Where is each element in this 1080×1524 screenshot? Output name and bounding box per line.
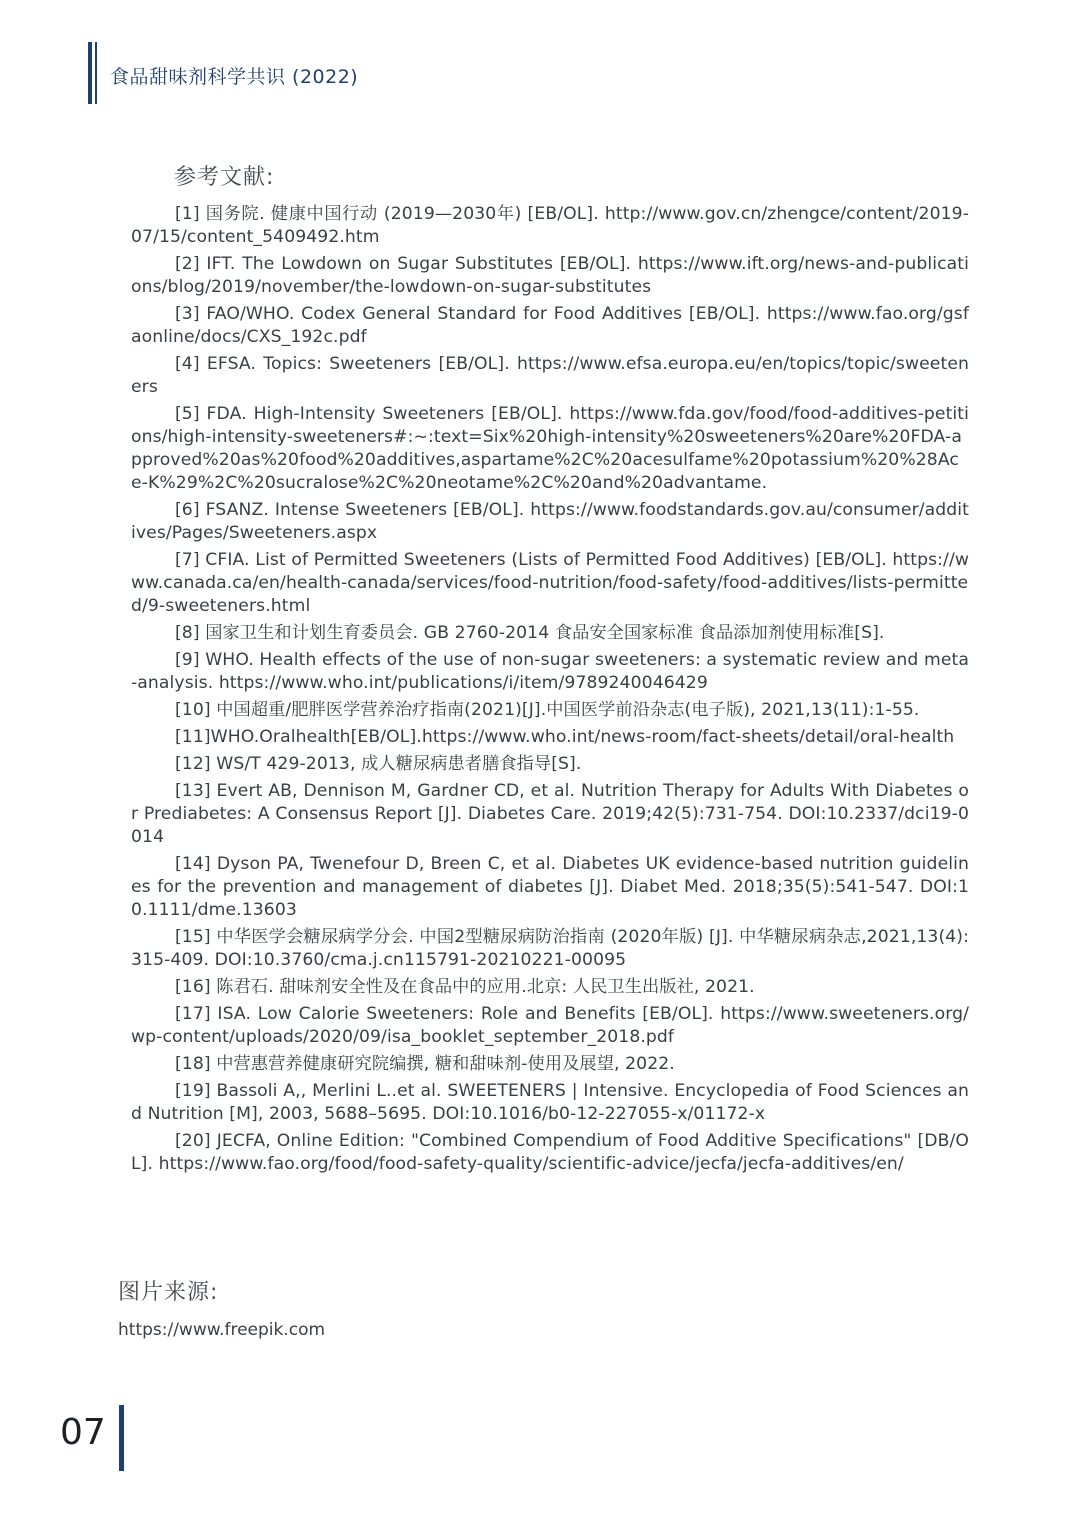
- header-accent-bars: [88, 42, 102, 104]
- reference-item: [17] ISA. Low Calorie Sweeteners: Role and Benefits [EB/OL]. https://www.sweeteners.org/wp-content/uploads/2020/09/isa_booklet_september_2018.pdf: [131, 1004, 969, 1047]
- page-number: 07: [60, 1412, 106, 1453]
- reference-item: [20] JECFA, Online Edition: "Combined Compendium of Food Additive Specifications" [DB/OL]. https://www.fao.org/food/food-safety-quality/scientific-advice/jecfa/jecfa-additives/en/: [131, 1131, 969, 1174]
- reference-item: [2] IFT. The Lowdown on Sugar Substitutes [EB/OL]. https://www.ift.org/news-and-publications/blog/2019/november/the-lowdown-on-sugar-substitutes: [131, 254, 969, 297]
- reference-item: [10] 中国超重/肥胖医学营养治疗指南(2021)[J].中国医学前沿杂志(电子版), 2021,13(11):1-55.: [175, 700, 920, 720]
- reference-item: [18] 中营惠营养健康研究院编撰, 糖和甜味剂-使用及展望, 2022.: [175, 1054, 675, 1074]
- reference-item: [4] EFSA. Topics: Sweeteners [EB/OL]. https://www.efsa.europa.eu/en/topics/topic/sweeteners: [131, 354, 969, 397]
- references-list: [131, 203, 969, 1180]
- image-source-link[interactable]: https://www.freepik.com: [118, 1320, 326, 1340]
- reference-item: [13] Evert AB, Dennison M, Gardner CD, et al. Nutrition Therapy for Adults With Diabetes or Prediabetes: A Consensus Report [J]. Diabetes Care. 2019;42(5):731-754. DOI:10.2337/dci19-0014: [131, 781, 969, 847]
- reference-item: [3] FAO/WHO. Codex General Standard for Food Additives [EB/OL]. https://www.fao.org/gsfaonline/docs/CXS_192c.pdf: [131, 304, 969, 347]
- reference-item: [7] CFIA. List of Permitted Sweeteners (Lists of Permitted Food Additives) [EB/OL]. https://www.canada.ca/en/health-canada/services/food-nutrition/food-safety/food-additives/lists-permitted/9-sweeteners.html: [131, 550, 969, 616]
- reference-item: [14] Dyson PA, Twenefour D, Breen C, et al. Diabetes UK evidence-based nutrition guidelines for the prevention and management of diabetes [J]. Diabet Med. 2018;35(5):541-547. DOI:10.1111/dme.13603: [131, 854, 969, 920]
- page-number-bar: [119, 1405, 124, 1471]
- reference-item: [16] 陈君石. 甜味剂安全性及在食品中的应用.北京: 人民卫生出版社, 2021.: [175, 977, 755, 997]
- reference-item: [8] 国家卫生和计划生育委员会. GB 2760-2014 食品安全国家标准 食品添加剂使用标准[S].: [175, 623, 885, 643]
- reference-item: [19] Bassoli A,, Merlini L..et al. SWEETENERS | Intensive. Encyclopedia of Food Sciences and Nutrition [M], 2003, 5688–5695. DOI:10.1016/b0-12-227055-x/01172-x: [131, 1081, 969, 1124]
- reference-item: [1] 国务院. 健康中国行动 (2019—2030年) [EB/OL]. http://www.gov.cn/zhengce/content/2019-07/15/content_5409492.htm: [131, 204, 969, 247]
- reference-item: [5] FDA. High-Intensity Sweeteners [EB/OL]. https://www.fda.gov/food/food-additives-petitions/high-intensity-sweeteners#:~:text=Six%20high-intensity%20sweeteners%20are%20FDA-approved%20as%20food%20additives,aspartame%2C%20acesulfame%20potassium%20%28Ace-K%29%2C%20sucralose%2C%20neotame%2C%20and%20advantame.: [131, 404, 969, 493]
- reference-item: [12] WS/T 429-2013, 成人糖尿病患者膳食指导[S].: [175, 754, 582, 774]
- references-heading: 参考文献:: [174, 165, 275, 190]
- reference-item: [15] 中华医学会糖尿病学分会. 中国2型糖尿病防治指南 (2020年版) [J]. 中华糖尿病杂志,2021,13(4):315-409. DOI:10.3760/cma.j.cn115791-20210221-00095: [131, 927, 969, 970]
- reference-item: [11]WHO.Oralhealth[EB/OL].https://www.who.int/news-room/fact-sheets/detail/oral-health: [175, 727, 955, 747]
- reference-item: [6] FSANZ. Intense Sweeteners [EB/OL]. https://www.foodstandards.gov.au/consumer/additives/Pages/Sweeteners.aspx: [131, 500, 969, 543]
- image-source-heading: 图片来源:: [118, 1280, 219, 1305]
- reference-item: [9] WHO. Health effects of the use of non-sugar sweeteners: a systematic review and meta-analysis. https://www.who.int/publications/i/item/9789240046429: [131, 650, 969, 693]
- header-bar-thin: [95, 42, 97, 104]
- document-title: 食品甜味剂科学共识 (2022): [110, 66, 359, 88]
- header-bar-thick: [88, 42, 92, 104]
